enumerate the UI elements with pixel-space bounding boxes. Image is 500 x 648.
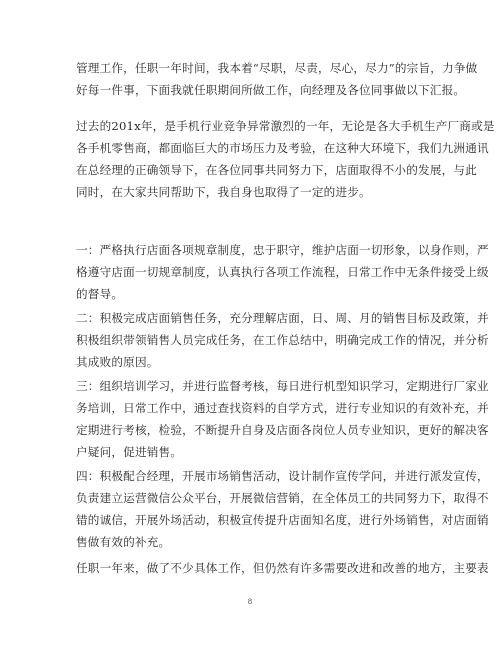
text-line: 管理工作，任职一年时间，我本着“尽职，尽责，尽心，尽力”的宗旨，力争做	[76, 61, 478, 75]
text-line: 户疑问，促进销售。	[76, 445, 183, 459]
text-line: 负责建立运营微信公众平台，开展微信营销，在全体员工的共同努力下，取得不	[76, 491, 489, 505]
page-number: 8	[247, 598, 253, 606]
text-line: 各手机零售商，都面临巨大的市场压力及考验，在这种大环境下，我们九洲通讯	[76, 141, 489, 155]
paragraph-item-two	[76, 307, 489, 373]
paragraph-item-one	[76, 239, 489, 305]
text-line: 错的诚信，开展外场活动，积极宣传提升店面知名度，进行外场销售，对店面销	[76, 513, 489, 527]
text-line: 售做有效的补充。	[76, 535, 171, 549]
text-line: 二：积极完成店面销售任务，充分理解店面，日、周、月的销售目标及政策，并	[76, 311, 489, 325]
text-line: 同时，在大家共同帮助下，我自身也取得了一定的进步。	[76, 185, 371, 199]
text-line: 三：组织培训学习，并进行监督考核，每日进行机型知识学习，定期进行厂家业	[76, 379, 489, 393]
text-line: 务培训，日常工作中，通过查找资料的自学方式，进行专业知识的有效补充，并	[76, 401, 489, 415]
text-line: 其成败的原因。	[76, 355, 159, 369]
text-line: 任职一年来，做了不少具体工作，但仍然有许多需要改进和改善的地方，主要表	[76, 561, 489, 575]
text-line: 积极组织带领销售人员完成任务，在工作总结中，明确完成工作的情况，并分析	[76, 333, 489, 347]
text-line: 的督导。	[76, 287, 124, 301]
text-line: 好每一件事，下面我就任职期间所做工作，向经理及各位同事做以下汇报。	[76, 83, 466, 97]
text-line: 过去的201x年，是手机行业竞争异常激烈的一年，无论是各大手机生产厂商或是	[76, 119, 495, 133]
text-line: 定期进行考核，检验，不断提升自身及店面各岗位人员专业知识，更好的解决客	[76, 423, 489, 437]
text-line: 在总经理的正确领导下，在各位同事共同努力下，店面取得不小的发展，与此	[76, 163, 477, 177]
paragraph-background	[76, 115, 495, 203]
paragraph-summary	[76, 557, 489, 579]
text-line: 四：积极配合经理，开展市场销售活动，设计制作宣传学问，并进行派发宣传，	[76, 469, 489, 483]
text-line: 一：严格执行店面各项规章制度，忠于职守，维护店面一切形象，以身作则，严	[76, 243, 489, 257]
paragraph-item-three	[76, 375, 489, 463]
text-line: 格遵守店面一切规章制度，认真执行各项工作流程，日常工作中无条件接受上级	[76, 265, 489, 279]
paragraph-intro-continued	[76, 57, 478, 101]
paragraph-item-four	[76, 465, 489, 553]
